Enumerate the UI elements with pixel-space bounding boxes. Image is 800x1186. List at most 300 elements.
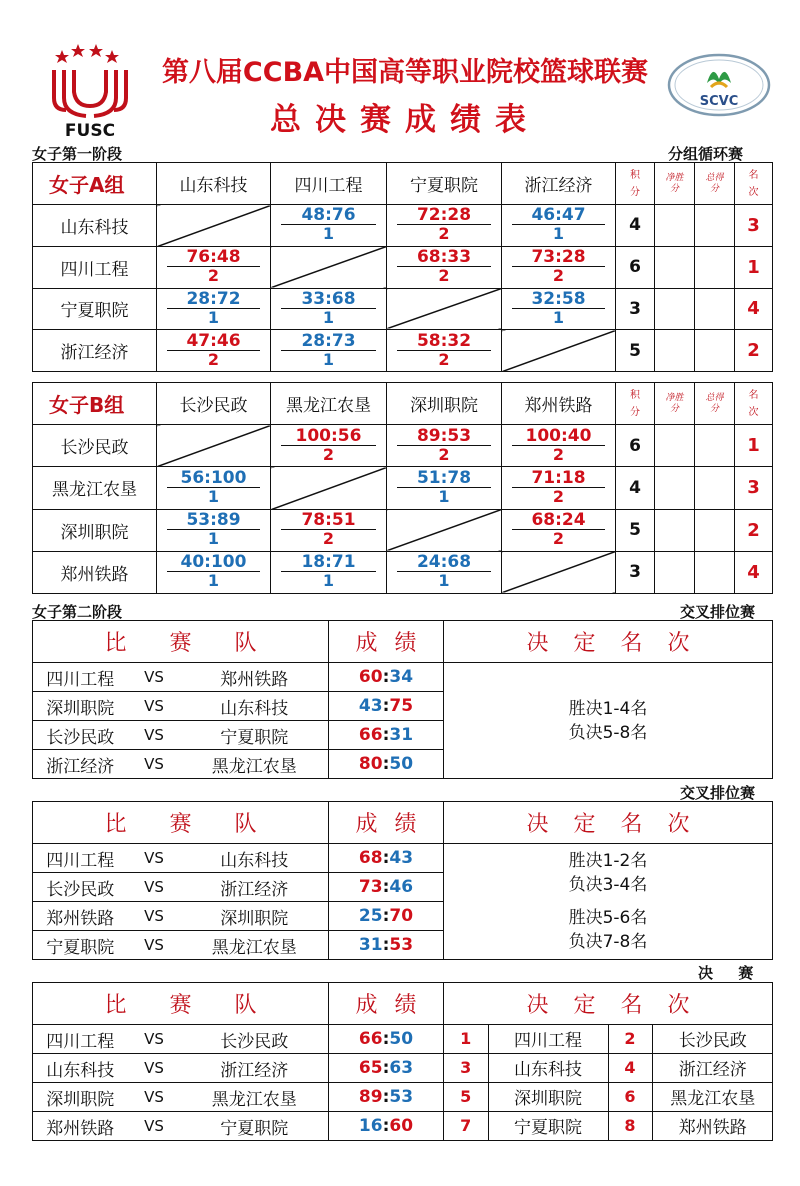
net-win-cell (655, 330, 695, 372)
knockout-match-row (33, 1112, 773, 1141)
decide-cell (444, 902, 773, 960)
net-win-cell (655, 288, 695, 330)
match-score: 76:48 (167, 249, 260, 267)
group-row (33, 330, 773, 372)
home-team: 山东科技 (33, 1054, 128, 1083)
match-score: 18:71 (281, 554, 376, 572)
away-team: 山东科技 (181, 692, 329, 721)
group-points: 4 (616, 467, 655, 509)
knockout-header-row (33, 621, 773, 663)
match-result-cell (157, 509, 271, 551)
match-points: 1 (438, 571, 450, 591)
match-result-cell (502, 246, 616, 288)
home-team: 郑州铁路 (46, 1118, 115, 1139)
total-score-cell (695, 246, 735, 288)
final-rank-team: 深圳职院 (488, 1083, 608, 1112)
group-row (33, 246, 773, 288)
net-win-cell (655, 205, 695, 247)
match-score: 47:46 (167, 333, 260, 351)
match-score: 58:32 (397, 333, 491, 351)
decide-text: 胜决1-2名 (568, 850, 648, 871)
net-win-cell (655, 467, 695, 509)
column-team-header: 四川工程 (271, 163, 387, 205)
total-score-cell (695, 205, 735, 247)
match-result-cell (157, 330, 271, 372)
away-score: 53 (389, 935, 414, 955)
group-row (33, 288, 773, 330)
match-points: 1 (322, 571, 335, 591)
final-rank-team: 四川工程 (488, 1025, 608, 1053)
row-team-name: 宁夏职院 (33, 288, 157, 330)
knockout-match-row (33, 1083, 773, 1112)
final-rank-team: 郑州铁路 (678, 1118, 747, 1139)
column-team-header: 山东科技 (157, 163, 271, 205)
knockout-match-row (33, 1054, 773, 1083)
stat-header-char: 分 (630, 186, 640, 198)
group-header-row (33, 383, 773, 425)
match-score: 68:33 (397, 249, 491, 267)
stat-header-top: 总得 (705, 172, 724, 183)
score-separator: : (382, 725, 390, 745)
away-score: 43 (389, 848, 414, 868)
column-team-header: 黑龙江农垦 (271, 383, 387, 425)
match-column-header: 比 赛 队 (33, 621, 329, 663)
match-score: 100:56 (281, 428, 376, 446)
home-score: 68 (358, 848, 383, 868)
knockout-table (32, 620, 773, 779)
match-column-header: 比 赛 队 (33, 983, 329, 1025)
match-result-cell (387, 467, 502, 509)
home-team: 四川工程 (33, 844, 128, 873)
knockout-match-row (33, 844, 773, 873)
match-points: 1 (438, 486, 450, 506)
stat-header-char: 名 (748, 389, 759, 401)
group-name (33, 383, 157, 425)
group-rank: 2 (735, 330, 773, 372)
scvc-text: SCVC (699, 94, 739, 109)
match-score (329, 721, 444, 750)
stat-column-header (695, 163, 735, 205)
match-result-cell (387, 551, 502, 593)
round1-type: 交叉排位赛 (680, 603, 756, 621)
knockout-match-row (33, 1025, 773, 1054)
stage1-label: 女子第一阶段 (32, 145, 123, 163)
column-team-header: 郑州铁路 (502, 383, 616, 425)
column-team-header: 深圳职院 (387, 383, 502, 425)
score-separator: : (382, 935, 390, 955)
match-score: 51:78 (397, 470, 491, 488)
home-team: 郑州铁路 (33, 902, 128, 931)
match-result-cell (502, 288, 616, 330)
match-score (329, 1083, 444, 1112)
home-team: 深圳职院 (33, 1083, 128, 1112)
vs-label: VS (128, 873, 181, 902)
match-points: 2 (207, 266, 220, 286)
score-separator: : (382, 906, 390, 926)
score-separator: : (382, 1087, 390, 1107)
group-rank: 1 (735, 425, 773, 467)
group-header-row (33, 163, 773, 205)
away-score: 34 (389, 667, 414, 687)
stat-header-char: 积 (630, 389, 640, 401)
away-score: 63 (389, 1058, 414, 1078)
final-ranking-row (444, 1025, 773, 1054)
match-result-cell (502, 467, 616, 509)
final-ranking-row (444, 1112, 773, 1141)
stat-column-header (616, 163, 655, 205)
match-score: 71:18 (512, 470, 605, 488)
decide-text: 负决5-8名 (568, 722, 648, 743)
vs-label: VS (128, 902, 181, 931)
match-score: 28:72 (167, 291, 260, 309)
match-result-cell (271, 425, 387, 467)
away-score: 75 (389, 696, 414, 716)
group-rank: 2 (735, 509, 773, 551)
match-score: 78:51 (281, 512, 376, 530)
group-points: 6 (616, 246, 655, 288)
match-score (329, 1025, 444, 1054)
final-rank-team: 山东科技 (488, 1054, 608, 1083)
match-points: 1 (552, 307, 565, 327)
final-rank-team: 长沙民政 (652, 1025, 773, 1053)
vs-label: VS (128, 844, 181, 873)
home-team: 浙江经济 (46, 756, 115, 777)
match-result-cell (271, 509, 387, 551)
vs-label: VS (128, 1083, 181, 1112)
home-score: 73 (358, 877, 383, 897)
away-team: 黑龙江农垦 (181, 1083, 329, 1112)
match-result-cell (502, 205, 616, 247)
match-points: 1 (207, 486, 220, 506)
final-ranking-cell (444, 1083, 773, 1112)
match-points: 2 (552, 266, 565, 286)
match-points: 2 (438, 224, 450, 244)
decide-text: 负决7-8名 (568, 932, 648, 953)
final-rank-team: 浙江经济 (652, 1054, 773, 1083)
group-points: 5 (616, 509, 655, 551)
match-score: 72:28 (397, 207, 491, 225)
stat-header-bottom: 分 (669, 183, 679, 194)
stat-column-header (735, 163, 773, 205)
group-rank: 3 (735, 467, 773, 509)
stage1-format: 分组循环赛 (668, 145, 744, 163)
match-result-cell (157, 288, 271, 330)
final-rank-team: 黑龙江农垦 (652, 1083, 773, 1112)
stat-header-char: 次 (748, 186, 759, 198)
away-score: 46 (389, 877, 414, 897)
final-ranking-row (444, 1054, 773, 1083)
match-score (329, 1054, 444, 1083)
decide-column-header: 决 定 名 次 (444, 983, 773, 1025)
away-score: 70 (389, 906, 414, 926)
score-separator: : (382, 877, 390, 897)
total-score-cell (695, 425, 735, 467)
stat-header-top: 总得 (705, 392, 724, 403)
match-score: 33:68 (281, 291, 376, 309)
total-score-cell (695, 509, 735, 551)
knockout-match-row (33, 663, 773, 692)
group-row (33, 551, 773, 593)
page-subtitle: 总决赛成绩表 (270, 102, 540, 138)
final-rank-number: 1 (444, 1025, 488, 1053)
final-ranking-cell (444, 1112, 773, 1141)
score-separator: : (382, 696, 390, 716)
vs-label: VS (128, 721, 181, 750)
match-points: 2 (322, 529, 335, 549)
score-separator: : (382, 1058, 390, 1078)
score-separator: : (382, 848, 390, 868)
home-team: 四川工程 (33, 1025, 128, 1054)
home-score: 66 (358, 725, 383, 745)
group-rank: 4 (735, 551, 773, 593)
match-result-cell (387, 246, 502, 288)
column-team-header: 长沙民政 (157, 383, 271, 425)
score-separator: : (382, 754, 390, 774)
final-rank-number: 5 (444, 1083, 488, 1112)
group-name-suffix: A组 (89, 173, 125, 197)
net-win-cell (655, 425, 695, 467)
group-points: 4 (616, 205, 655, 247)
stat-header-bottom: 分 (669, 403, 679, 414)
knockout-table (32, 801, 773, 960)
total-score-cell (695, 330, 735, 372)
row-team-name: 浙江经济 (33, 330, 157, 372)
stat-header-char: 积 (630, 169, 640, 181)
away-score: 50 (389, 1029, 414, 1049)
match-result-cell (387, 205, 502, 247)
column-team-header: 宁夏职院 (387, 163, 502, 205)
page-title: 第八届CCBA中国高等职业院校篮球联赛 (161, 57, 649, 88)
home-score: 65 (358, 1058, 383, 1078)
home-team: 长沙民政 (33, 873, 128, 902)
home-score: 60 (358, 667, 383, 687)
final-rank-number: 4 (608, 1054, 652, 1083)
diagonal-cell (502, 330, 616, 372)
vs-label: VS (128, 1054, 181, 1083)
match-result-cell (387, 330, 502, 372)
stat-header-top: 净胜 (665, 172, 684, 183)
vs-label: VS (128, 1025, 181, 1054)
home-score: 89 (358, 1087, 383, 1107)
vs-label: VS (128, 692, 181, 721)
group-row (33, 467, 773, 509)
away-team: 浙江经济 (181, 1054, 329, 1083)
match-points: 2 (552, 486, 565, 506)
match-points: 1 (207, 529, 220, 549)
final-rank-number: 7 (444, 1112, 488, 1141)
vs-label: VS (144, 1117, 164, 1135)
stage2-label: 女子第二阶段 (32, 603, 123, 621)
match-score (329, 902, 444, 931)
row-team-name: 黑龙江农垦 (33, 467, 157, 509)
match-result-cell (271, 205, 387, 247)
match-result-cell (387, 425, 502, 467)
match-score (329, 931, 444, 960)
group-name-prefix: 女子 (49, 393, 89, 417)
match-points: 1 (322, 307, 335, 327)
total-score-cell (695, 551, 735, 593)
stat-column-header (655, 163, 695, 205)
match-result-cell (157, 467, 271, 509)
home-team: 长沙民政 (33, 721, 128, 750)
match-result-cell (157, 246, 271, 288)
match-result-cell (271, 288, 387, 330)
match-score: 40:100 (167, 554, 260, 572)
group-points: 5 (616, 330, 655, 372)
match-points: 2 (552, 529, 565, 549)
match-points: 2 (438, 266, 450, 286)
stat-header-char: 次 (748, 406, 759, 418)
group-name-suffix: B组 (89, 393, 125, 417)
group-name-prefix: 女子 (49, 173, 89, 197)
match-score: 48:76 (281, 207, 376, 225)
scvc-logo (667, 53, 772, 118)
match-points: 2 (438, 349, 450, 369)
home-score: 31 (358, 935, 383, 955)
away-team: 郑州铁路 (181, 663, 329, 692)
match-points: 2 (207, 349, 220, 369)
knockout-header-row (33, 802, 773, 844)
stat-header-bottom: 分 (709, 183, 719, 194)
group-b-table (32, 382, 773, 594)
group-a-table (32, 162, 773, 372)
decide-text: 负决3-4名 (568, 874, 648, 895)
final-rank-number: 6 (608, 1083, 652, 1112)
knockout-match-row (33, 902, 773, 931)
group-rank: 4 (735, 288, 773, 330)
group-row (33, 425, 773, 467)
final-ranking-row (444, 1083, 773, 1112)
final-rank-number: 8 (608, 1112, 652, 1141)
match-result-cell (502, 425, 616, 467)
match-score: 32:58 (512, 291, 605, 309)
home-score: 25 (358, 906, 383, 926)
group-points: 6 (616, 425, 655, 467)
match-score (329, 663, 444, 692)
decide-column-header: 决 定 名 次 (444, 802, 773, 844)
row-team-name: 山东科技 (33, 205, 157, 247)
decide-cell (444, 663, 773, 779)
match-result-cell (271, 551, 387, 593)
home-score: 43 (358, 696, 383, 716)
home-team: 宁夏职院 (46, 937, 115, 958)
home-score: 66 (358, 1029, 383, 1049)
match-score: 46:47 (512, 207, 605, 225)
score-separator: : (382, 1116, 390, 1136)
away-team: 深圳职院 (181, 902, 329, 931)
row-team-name: 四川工程 (33, 246, 157, 288)
away-score: 31 (389, 725, 414, 745)
match-result-cell (271, 330, 387, 372)
final-ranking-cell (444, 1054, 773, 1083)
score-separator: : (382, 667, 390, 687)
decide-text: 胜决1-4名 (568, 698, 648, 719)
vs-label: VS (144, 936, 164, 954)
match-points: 1 (207, 571, 220, 591)
vs-label: VS (144, 755, 164, 773)
away-score: 50 (389, 754, 414, 774)
diagonal-cell (271, 467, 387, 509)
away-team: 宁夏职院 (181, 1112, 329, 1141)
total-score-cell (695, 288, 735, 330)
fusc-logo (40, 40, 140, 140)
away-score: 60 (389, 1116, 414, 1136)
group-row (33, 205, 773, 247)
match-column-header: 比 赛 队 (33, 802, 329, 844)
diagonal-cell (502, 551, 616, 593)
round2-type: 交叉排位赛 (680, 784, 756, 802)
match-score: 56:100 (167, 470, 260, 488)
match-score (329, 1112, 444, 1141)
match-score: 53:89 (167, 512, 260, 530)
decide-cell (444, 844, 773, 902)
result-column-header: 成 绩 (329, 621, 444, 663)
stat-column-header (655, 383, 695, 425)
group-name (33, 163, 157, 205)
away-team: 浙江经济 (181, 873, 329, 902)
group-points: 3 (616, 551, 655, 593)
match-points: 1 (322, 224, 335, 244)
vs-label: VS (128, 663, 181, 692)
row-team-name: 郑州铁路 (33, 551, 157, 593)
round3-type: 决 赛 (698, 964, 754, 982)
final-rank-team: 宁夏职院 (488, 1112, 608, 1141)
knockout-table (32, 982, 773, 1141)
match-score (329, 844, 444, 873)
stat-header-char: 名 (748, 169, 759, 181)
stat-header-char: 分 (630, 406, 640, 418)
away-team: 宁夏职院 (181, 721, 329, 750)
match-score (329, 873, 444, 902)
stat-column-header (695, 383, 735, 425)
away-team: 黑龙江农垦 (181, 931, 329, 960)
knockout-header-row (33, 983, 773, 1025)
match-score: 73:28 (512, 249, 605, 267)
diagonal-cell (157, 425, 271, 467)
stat-column-header (616, 383, 655, 425)
diagonal-cell (271, 246, 387, 288)
match-points: 1 (322, 349, 335, 369)
net-win-cell (655, 551, 695, 593)
fusc-text: FUSC (64, 121, 116, 140)
stat-header-top: 净胜 (665, 392, 684, 403)
stat-header-bottom: 分 (709, 403, 719, 414)
decide-column-header: 决 定 名 次 (444, 621, 773, 663)
net-win-cell (655, 509, 695, 551)
match-points: 2 (552, 444, 565, 464)
group-rank: 3 (735, 205, 773, 247)
diagonal-cell (157, 205, 271, 247)
home-score: 80 (358, 754, 383, 774)
final-rank-number: 3 (444, 1054, 488, 1083)
away-score: 53 (389, 1087, 414, 1107)
total-score-cell (695, 467, 735, 509)
result-column-header: 成 绩 (329, 983, 444, 1025)
group-rank: 1 (735, 246, 773, 288)
diagonal-cell (387, 509, 502, 551)
column-team-header: 浙江经济 (502, 163, 616, 205)
match-points: 2 (322, 444, 335, 464)
match-score (329, 750, 444, 779)
match-score: 28:73 (281, 333, 376, 351)
home-score: 16 (358, 1116, 383, 1136)
decide-text: 胜决5-6名 (568, 908, 648, 929)
match-score: 100:40 (512, 428, 605, 446)
group-row (33, 509, 773, 551)
away-team: 长沙民政 (181, 1025, 329, 1054)
home-team: 四川工程 (33, 663, 128, 692)
match-result-cell (502, 509, 616, 551)
